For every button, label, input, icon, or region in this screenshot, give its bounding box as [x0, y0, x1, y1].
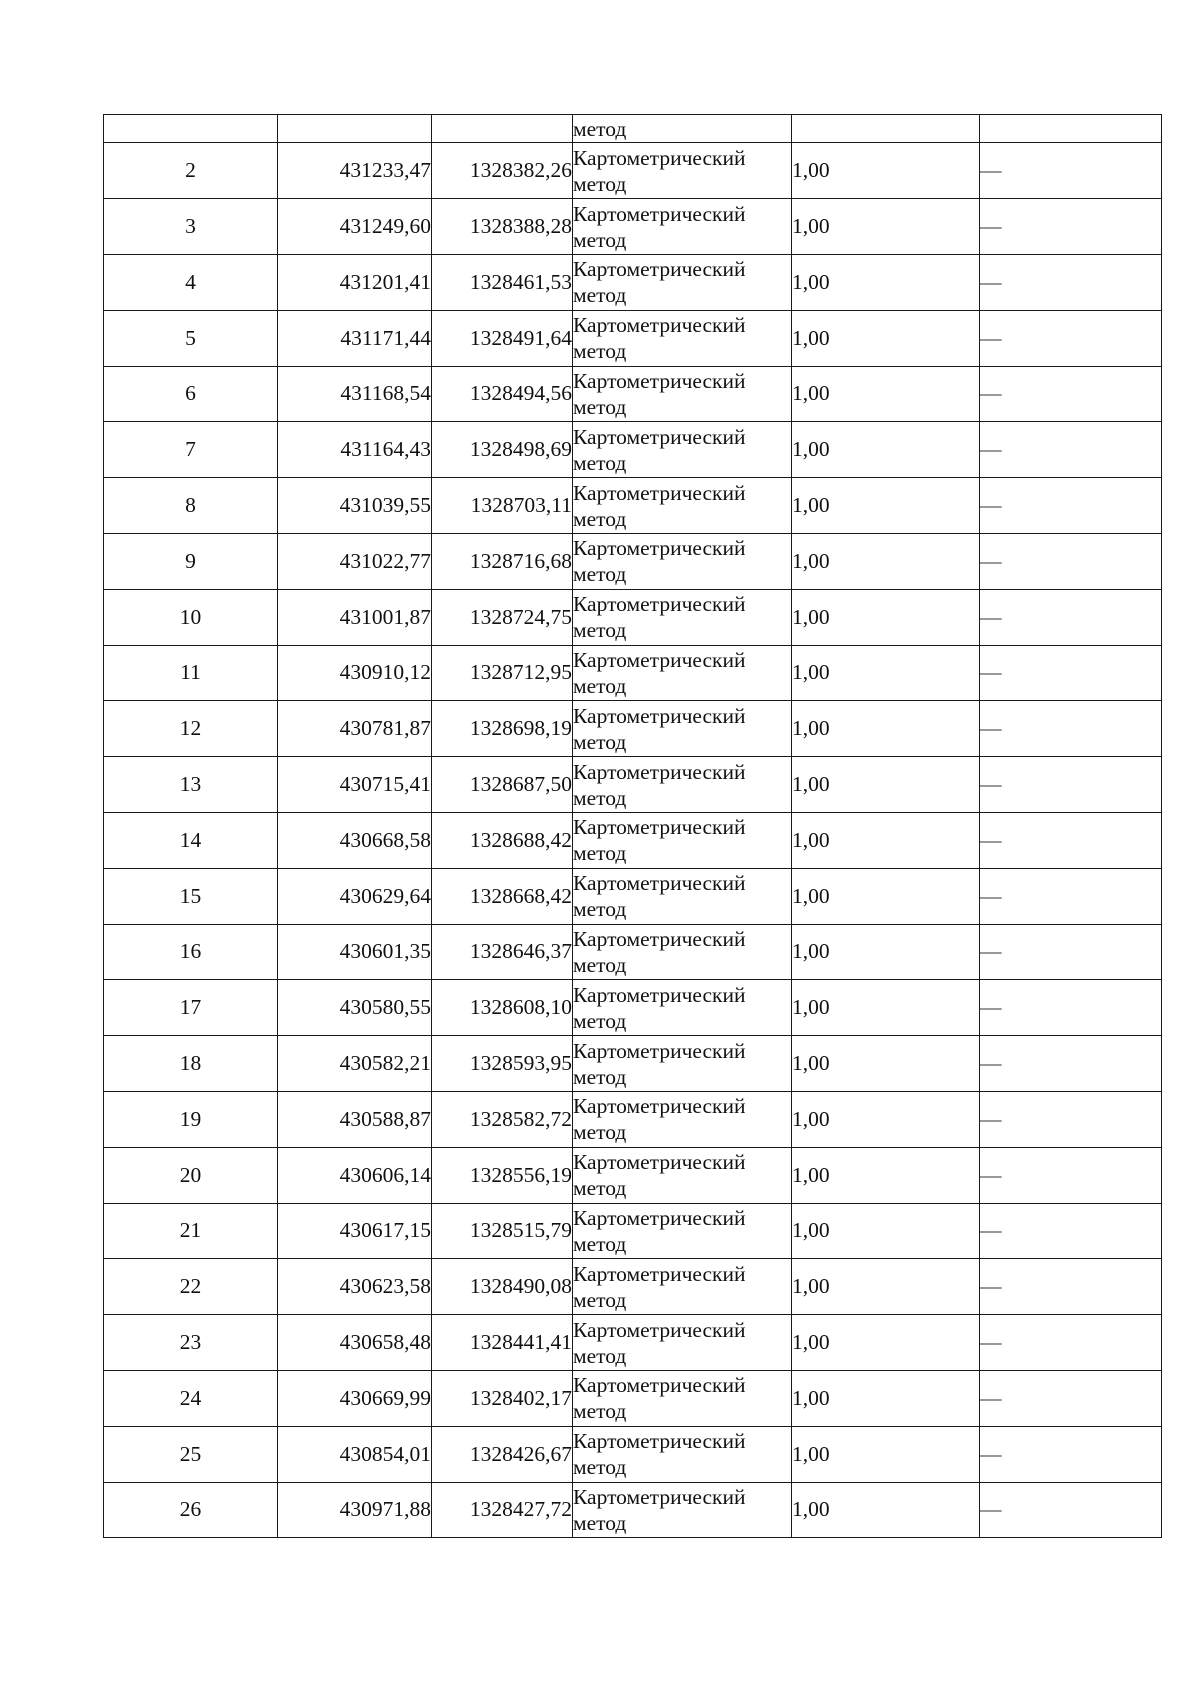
method-cell [573, 924, 792, 980]
point-number-cell: 14 [104, 812, 278, 868]
method-line-2: метод [573, 785, 627, 810]
method-line-2: метод [573, 562, 627, 587]
x-coordinate-cell: 431233,47 [278, 143, 432, 199]
description-cell: — [980, 199, 1162, 255]
description-cell: — [980, 422, 1162, 478]
y-coordinate-cell: 1328426,67 [432, 1426, 573, 1482]
method-line-1: Картометрический [573, 815, 746, 840]
table-row [104, 645, 1162, 701]
accuracy-cell: 1,00 [792, 757, 980, 813]
continuation-row [104, 115, 1162, 143]
method-cell [573, 1259, 792, 1315]
method-line-2: метод [573, 506, 627, 531]
x-coordinate-cell: 430580,55 [278, 980, 432, 1036]
accuracy-cell: 1,00 [792, 980, 980, 1036]
method-cell [573, 812, 792, 868]
description-cell: — [980, 868, 1162, 924]
accuracy-cell: 1,00 [792, 1147, 980, 1203]
x-coordinate-cell: 431039,55 [278, 478, 432, 534]
accuracy-cell: 1,00 [792, 868, 980, 924]
method-line-2: метод [573, 1455, 627, 1480]
y-coordinate-cell: 1328593,95 [432, 1036, 573, 1092]
method-line-2: метод [573, 1064, 627, 1089]
table-row [104, 1036, 1162, 1092]
table-row [104, 701, 1162, 757]
table-row [104, 1259, 1162, 1315]
x-coordinate-cell: 430668,58 [278, 812, 432, 868]
x-coordinate-cell: 430601,35 [278, 924, 432, 980]
y-coordinate-cell: 1328646,37 [432, 924, 573, 980]
y-coordinate-cell: 1328388,28 [432, 199, 573, 255]
y-coordinate-cell: 1328556,19 [432, 1147, 573, 1203]
y-coordinate-cell: 1328687,50 [432, 757, 573, 813]
method-line-2: метод [573, 171, 627, 196]
point-number-cell [104, 115, 278, 143]
table-row [104, 143, 1162, 199]
method-cell [573, 199, 792, 255]
point-number-cell: 22 [104, 1259, 278, 1315]
accuracy-cell: 1,00 [792, 478, 980, 534]
method-cell [573, 757, 792, 813]
method-cell [573, 1482, 792, 1538]
coordinates-table [103, 114, 1162, 1538]
method-line-2: метод [573, 618, 627, 643]
method-line-1: Картометрический [573, 1373, 746, 1398]
point-number-cell: 25 [104, 1426, 278, 1482]
accuracy-cell [792, 115, 980, 143]
method-cell [573, 254, 792, 310]
x-coordinate-cell: 430971,88 [278, 1482, 432, 1538]
point-number-cell: 9 [104, 533, 278, 589]
method-line-1: Картометрический [573, 201, 746, 226]
description-cell: — [980, 478, 1162, 534]
method-cell [573, 980, 792, 1036]
x-coordinate-cell: 431171,44 [278, 310, 432, 366]
method-cell [573, 1091, 792, 1147]
method-line-2: метод [573, 1008, 627, 1033]
table-row [104, 478, 1162, 534]
method-cell [573, 115, 792, 143]
method-cell [573, 533, 792, 589]
accuracy-cell: 1,00 [792, 924, 980, 980]
point-number-cell: 21 [104, 1203, 278, 1259]
x-coordinate-cell [278, 115, 432, 143]
table-row [104, 1147, 1162, 1203]
method-line-1: Картометрический [573, 1317, 746, 1342]
method-line-2: метод [573, 1343, 627, 1368]
y-coordinate-cell: 1328608,10 [432, 980, 573, 1036]
y-coordinate-cell: 1328427,72 [432, 1482, 573, 1538]
x-coordinate-cell: 431001,87 [278, 589, 432, 645]
method-line-1: Картометрический [573, 1261, 746, 1286]
point-number-cell: 17 [104, 980, 278, 1036]
accuracy-cell: 1,00 [792, 1482, 980, 1538]
point-number-cell: 8 [104, 478, 278, 534]
table-row [104, 254, 1162, 310]
y-coordinate-cell: 1328461,53 [432, 254, 573, 310]
method-line-1: Картометрический [573, 1484, 746, 1509]
method-line-2: метод [573, 1399, 627, 1424]
accuracy-cell: 1,00 [792, 1426, 980, 1482]
method-line-1: Картометрический [573, 368, 746, 393]
accuracy-cell: 1,00 [792, 422, 980, 478]
description-cell: — [980, 1259, 1162, 1315]
point-number-cell: 6 [104, 366, 278, 422]
method-cell [573, 701, 792, 757]
method-line-1: Картометрический [573, 759, 746, 784]
y-coordinate-cell: 1328703,11 [432, 478, 573, 534]
method-line-1: Картометрический [573, 257, 746, 282]
x-coordinate-cell: 430781,87 [278, 701, 432, 757]
table-row [104, 1482, 1162, 1538]
point-number-cell: 4 [104, 254, 278, 310]
y-coordinate-cell: 1328498,69 [432, 422, 573, 478]
method-line-2: метод [573, 117, 627, 142]
method-line-2: метод [573, 227, 627, 252]
table-row [104, 199, 1162, 255]
point-number-cell: 26 [104, 1482, 278, 1538]
method-line-1: Картометрический [573, 1094, 746, 1119]
accuracy-cell: 1,00 [792, 812, 980, 868]
point-number-cell: 2 [104, 143, 278, 199]
method-line-2: метод [573, 841, 627, 866]
method-cell [573, 1370, 792, 1426]
method-line-1: Картометрический [573, 592, 746, 617]
method-cell [573, 1147, 792, 1203]
x-coordinate-cell: 431201,41 [278, 254, 432, 310]
table-row [104, 1370, 1162, 1426]
point-number-cell: 5 [104, 310, 278, 366]
table-row [104, 868, 1162, 924]
y-coordinate-cell: 1328582,72 [432, 1091, 573, 1147]
description-cell: — [980, 1147, 1162, 1203]
table-row [104, 533, 1162, 589]
description-cell: — [980, 589, 1162, 645]
method-cell [573, 1315, 792, 1371]
description-cell: — [980, 924, 1162, 980]
method-line-1: Картометрический [573, 871, 746, 896]
accuracy-cell: 1,00 [792, 1259, 980, 1315]
description-cell: — [980, 1091, 1162, 1147]
table-row [104, 310, 1162, 366]
description-cell: — [980, 310, 1162, 366]
accuracy-cell: 1,00 [792, 589, 980, 645]
x-coordinate-cell: 430623,58 [278, 1259, 432, 1315]
method-line-2: метод [573, 1231, 627, 1256]
method-line-2: метод [573, 1176, 627, 1201]
method-line-1: Картометрический [573, 1429, 746, 1454]
description-cell: — [980, 980, 1162, 1036]
method-line-1: Картометрический [573, 424, 746, 449]
method-line-2: метод [573, 1120, 627, 1145]
description-cell: — [980, 1203, 1162, 1259]
accuracy-cell: 1,00 [792, 1370, 980, 1426]
table-row [104, 589, 1162, 645]
description-cell: — [980, 1315, 1162, 1371]
table-row [104, 1203, 1162, 1259]
point-number-cell: 12 [104, 701, 278, 757]
method-line-1: Картометрический [573, 480, 746, 505]
x-coordinate-cell: 430910,12 [278, 645, 432, 701]
table-body [104, 115, 1162, 1538]
point-number-cell: 19 [104, 1091, 278, 1147]
description-cell: — [980, 1370, 1162, 1426]
point-number-cell: 23 [104, 1315, 278, 1371]
accuracy-cell: 1,00 [792, 1315, 980, 1371]
table-row [104, 422, 1162, 478]
accuracy-cell: 1,00 [792, 1203, 980, 1259]
accuracy-cell: 1,00 [792, 310, 980, 366]
method-line-2: метод [573, 897, 627, 922]
y-coordinate-cell: 1328441,41 [432, 1315, 573, 1371]
x-coordinate-cell: 430715,41 [278, 757, 432, 813]
accuracy-cell: 1,00 [792, 533, 980, 589]
x-coordinate-cell: 431249,60 [278, 199, 432, 255]
method-line-2: метод [573, 673, 627, 698]
method-cell [573, 868, 792, 924]
description-cell: — [980, 757, 1162, 813]
method-cell [573, 1426, 792, 1482]
accuracy-cell: 1,00 [792, 701, 980, 757]
accuracy-cell: 1,00 [792, 143, 980, 199]
y-coordinate-cell: 1328724,75 [432, 589, 573, 645]
y-coordinate-cell: 1328490,08 [432, 1259, 573, 1315]
method-cell [573, 422, 792, 478]
table-row [104, 757, 1162, 813]
method-line-2: метод [573, 283, 627, 308]
y-coordinate-cell: 1328402,17 [432, 1370, 573, 1426]
y-coordinate-cell: 1328382,26 [432, 143, 573, 199]
method-line-1: Картометрический [573, 647, 746, 672]
y-coordinate-cell: 1328716,68 [432, 533, 573, 589]
point-number-cell: 20 [104, 1147, 278, 1203]
x-coordinate-cell: 430658,48 [278, 1315, 432, 1371]
method-line-1: Картометрический [573, 703, 746, 728]
method-line-2: метод [573, 1510, 627, 1535]
method-line-2: метод [573, 952, 627, 977]
x-coordinate-cell: 430669,99 [278, 1370, 432, 1426]
description-cell: — [980, 1482, 1162, 1538]
description-cell: — [980, 366, 1162, 422]
x-coordinate-cell: 430606,14 [278, 1147, 432, 1203]
description-cell: — [980, 701, 1162, 757]
point-number-cell: 3 [104, 199, 278, 255]
x-coordinate-cell: 430588,87 [278, 1091, 432, 1147]
point-number-cell: 18 [104, 1036, 278, 1092]
table-row [104, 980, 1162, 1036]
table-row [104, 1426, 1162, 1482]
method-line-2: метод [573, 339, 627, 364]
method-cell [573, 143, 792, 199]
description-cell: — [980, 812, 1162, 868]
description-cell: — [980, 254, 1162, 310]
method-line-1: Картометрический [573, 1038, 746, 1063]
x-coordinate-cell: 430617,15 [278, 1203, 432, 1259]
accuracy-cell: 1,00 [792, 254, 980, 310]
y-coordinate-cell [432, 115, 573, 143]
point-number-cell: 15 [104, 868, 278, 924]
table-row [104, 1315, 1162, 1371]
point-number-cell: 7 [104, 422, 278, 478]
table-row [104, 1091, 1162, 1147]
y-coordinate-cell: 1328491,64 [432, 310, 573, 366]
x-coordinate-cell: 431168,54 [278, 366, 432, 422]
description-cell: — [980, 645, 1162, 701]
method-line-1: Картометрический [573, 926, 746, 951]
method-line-2: метод [573, 1287, 627, 1312]
point-number-cell: 16 [104, 924, 278, 980]
x-coordinate-cell: 430582,21 [278, 1036, 432, 1092]
y-coordinate-cell: 1328688,42 [432, 812, 573, 868]
accuracy-cell: 1,00 [792, 1036, 980, 1092]
table-row [104, 812, 1162, 868]
method-cell [573, 645, 792, 701]
x-coordinate-cell: 430854,01 [278, 1426, 432, 1482]
method-cell [573, 1203, 792, 1259]
y-coordinate-cell: 1328712,95 [432, 645, 573, 701]
accuracy-cell: 1,00 [792, 199, 980, 255]
point-number-cell: 13 [104, 757, 278, 813]
y-coordinate-cell: 1328494,56 [432, 366, 573, 422]
table-row [104, 924, 1162, 980]
point-number-cell: 24 [104, 1370, 278, 1426]
method-cell [573, 310, 792, 366]
description-cell: — [980, 533, 1162, 589]
method-line-2: метод [573, 729, 627, 754]
method-line-1: Картометрический [573, 313, 746, 338]
method-cell [573, 589, 792, 645]
x-coordinate-cell: 431164,43 [278, 422, 432, 478]
x-coordinate-cell: 431022,77 [278, 533, 432, 589]
y-coordinate-cell: 1328515,79 [432, 1203, 573, 1259]
y-coordinate-cell: 1328698,19 [432, 701, 573, 757]
description-cell: — [980, 143, 1162, 199]
method-line-1: Картометрический [573, 982, 746, 1007]
accuracy-cell: 1,00 [792, 366, 980, 422]
method-line-2: метод [573, 450, 627, 475]
method-line-1: Картометрический [573, 536, 746, 561]
accuracy-cell: 1,00 [792, 645, 980, 701]
description-cell [980, 115, 1162, 143]
description-cell: — [980, 1036, 1162, 1092]
method-line-2: метод [573, 394, 627, 419]
y-coordinate-cell: 1328668,42 [432, 868, 573, 924]
method-line-1: Картометрический [573, 1205, 746, 1230]
accuracy-cell: 1,00 [792, 1091, 980, 1147]
point-number-cell: 11 [104, 645, 278, 701]
method-cell [573, 366, 792, 422]
x-coordinate-cell: 430629,64 [278, 868, 432, 924]
method-cell [573, 478, 792, 534]
method-line-1: Картометрический [573, 145, 746, 170]
method-line-1: Картометрический [573, 1150, 746, 1175]
method-cell [573, 1036, 792, 1092]
description-cell: — [980, 1426, 1162, 1482]
point-number-cell: 10 [104, 589, 278, 645]
table-row [104, 366, 1162, 422]
